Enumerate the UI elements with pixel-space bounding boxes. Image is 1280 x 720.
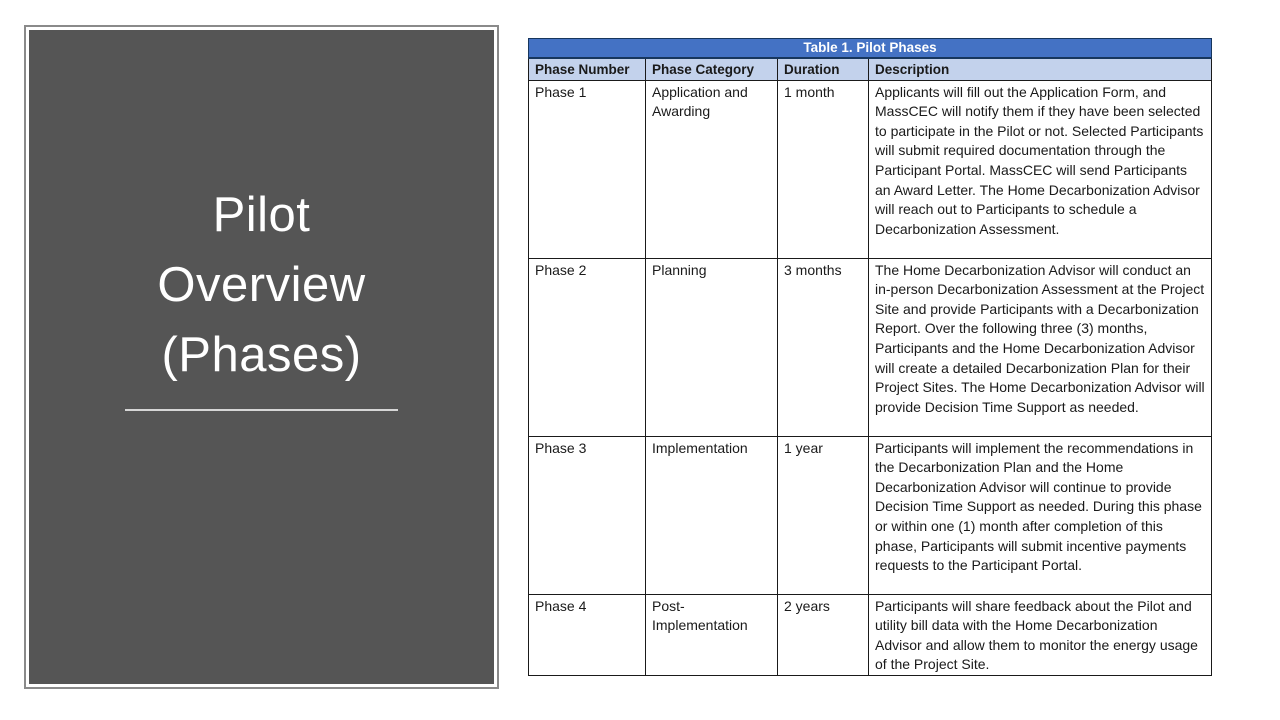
slide-title-line-1: Pilot: [212, 188, 311, 242]
duration-cell: 3 months: [778, 258, 869, 436]
section-title-panel-fill: [29, 30, 494, 684]
table-header-row: [529, 58, 1212, 80]
table-title: Table 1. Pilot Phases: [529, 39, 1212, 59]
description-cell: Participants will share feedback about the Pilot and utility bill data with the Home Decarbonization Advisor and allow them to monitor the energy usage of the Project Site.: [869, 594, 1212, 675]
slide-title-line-2: Overview: [157, 258, 366, 312]
pilot-phases-table: [528, 38, 1212, 676]
description-cell: Participants will implement the recommendations in the Decarbonization Plan and the Home Decarbonization Advisor will continue to provide Decision Time Support as needed. During this phase or within one (1) month after completion of this phase, Participants will submit incentive payments requests to the Participant Portal.: [869, 436, 1212, 594]
pilot-phases-table-container: [528, 38, 1211, 676]
duration-cell: 1 month: [778, 80, 869, 258]
phase-number-cell: Phase 2: [529, 258, 646, 436]
title-underline: [125, 409, 398, 411]
column-header-duration: Duration: [778, 58, 869, 80]
column-header-description: Description: [869, 58, 1212, 80]
phase-category-cell: Post-Implementation: [646, 594, 778, 675]
table-row: [529, 594, 1212, 675]
column-header-phase-category: Phase Category: [646, 58, 778, 80]
phase-number-cell: Phase 3: [529, 436, 646, 594]
slide-title-line-3: (Phases): [161, 328, 362, 382]
table-row: [529, 258, 1212, 436]
phase-category-cell: Planning: [646, 258, 778, 436]
duration-cell: 2 years: [778, 594, 869, 675]
description-cell: The Home Decarbonization Advisor will conduct an in-person Decarbonization Assessment at the Project Site and provide Participants with a Decarbonization Report. Over the following three (3) months, Participants and the Home Decarbonization Advisor will create a detailed Decarbonization Plan for their Project Sites. The Home Decarbonization Advisor will provide Decision Time Support as needed.: [869, 258, 1212, 436]
description-cell: Applicants will fill out the Application Form, and MassCEC will notify them if they have been selected to participate in the Pilot or not. Selected Participants will submit required documentation through the Participant Portal. MassCEC will send Participants an Award Letter. The Home Decarbonization Advisor will reach out to Participants to schedule a Decarbonization Assessment.: [869, 80, 1212, 258]
phase-number-cell: Phase 4: [529, 594, 646, 675]
table-row: [529, 436, 1212, 594]
phase-category-cell: Implementation: [646, 436, 778, 594]
phase-number-cell: Phase 1: [529, 80, 646, 258]
table-title-row: [529, 39, 1212, 59]
duration-cell: 1 year: [778, 436, 869, 594]
slide-title: [29, 180, 494, 390]
table-row: [529, 80, 1212, 258]
section-title-panel: [24, 25, 499, 689]
column-header-phase-number: Phase Number: [529, 58, 646, 80]
phase-category-cell: Application and Awarding: [646, 80, 778, 258]
